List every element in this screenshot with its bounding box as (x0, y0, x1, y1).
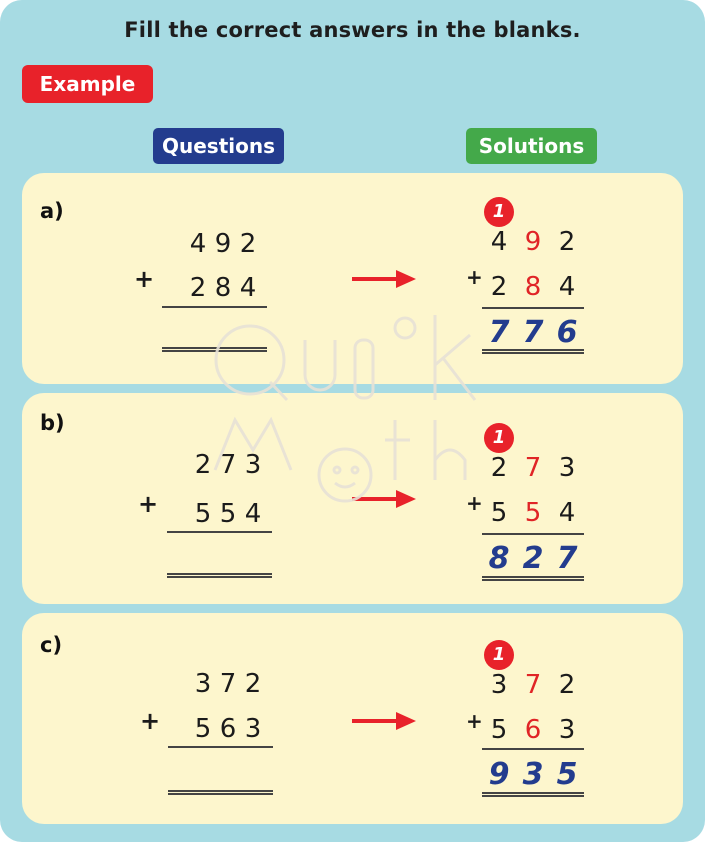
problem-panel-c (22, 613, 683, 824)
digit: 7 (219, 450, 237, 480)
digit: 7 (219, 669, 237, 699)
digit: 2 (490, 272, 508, 302)
digit: 5 (194, 714, 212, 744)
carry-badge: 1 (484, 640, 514, 670)
carry-badge: 1 (484, 423, 514, 453)
digit: 4 (558, 272, 576, 302)
digit: 2 (522, 541, 544, 576)
digit: 8 (488, 541, 510, 576)
sum-line (167, 531, 272, 533)
problem-panel-a (22, 173, 683, 384)
digit: 2 (194, 450, 212, 480)
plus-sign: + (466, 709, 483, 733)
digit: 3 (522, 757, 544, 792)
answer-blank[interactable] (167, 573, 272, 578)
digit: 5 (219, 499, 237, 529)
problem-label: b) (40, 411, 65, 435)
sum-line (482, 533, 584, 535)
digit: 3 (558, 715, 576, 745)
digit: 4 (189, 229, 207, 259)
digit: 7 (524, 670, 542, 700)
arrow-right-icon (352, 268, 418, 290)
digit: 7 (524, 453, 542, 483)
answer-underline (482, 576, 584, 581)
answer-underline (482, 792, 584, 797)
plus-sign: + (466, 265, 483, 289)
arrow-right-icon (352, 710, 418, 732)
digit: 6 (524, 715, 542, 745)
digit: 4 (558, 498, 576, 528)
digit: 6 (556, 315, 578, 350)
digit: 5 (524, 498, 542, 528)
answer-blank[interactable] (168, 790, 273, 795)
digit: 7 (522, 315, 544, 350)
sum-line (482, 307, 584, 309)
digit: 3 (194, 669, 212, 699)
digit: 2 (189, 273, 207, 303)
digit: 7 (488, 315, 510, 350)
digit: 2 (239, 229, 257, 259)
answer-blank[interactable] (162, 347, 267, 352)
digit: 2 (244, 669, 262, 699)
digit: 3 (244, 450, 262, 480)
digit: 8 (524, 272, 542, 302)
plus-sign: + (134, 265, 155, 293)
digit: 4 (244, 499, 262, 529)
digit: 9 (488, 757, 510, 792)
plus-sign: + (466, 491, 483, 515)
digit: 9 (524, 227, 542, 257)
sum-line (482, 748, 584, 750)
questions-header: Questions (153, 128, 284, 164)
plus-sign: + (140, 707, 161, 735)
digit: 4 (239, 273, 257, 303)
example-badge: Example (22, 65, 153, 103)
answer-underline (482, 349, 584, 354)
digit: 3 (244, 714, 262, 744)
digit: 5 (490, 715, 508, 745)
sum-line (162, 306, 267, 308)
digit: 6 (219, 714, 237, 744)
digit: 2 (558, 227, 576, 257)
sum-line (168, 746, 273, 748)
digit: 3 (558, 453, 576, 483)
problem-label: a) (40, 199, 64, 223)
solutions-header: Solutions (466, 128, 597, 164)
digit: 2 (558, 670, 576, 700)
digit: 4 (490, 227, 508, 257)
digit: 5 (556, 757, 578, 792)
carry-badge: 1 (484, 197, 514, 227)
digit: 7 (556, 541, 578, 576)
digit: 2 (490, 453, 508, 483)
digit: 8 (214, 273, 232, 303)
digit: 3 (490, 670, 508, 700)
digit: 5 (194, 499, 212, 529)
plus-sign: + (138, 490, 159, 518)
problem-panel-b (22, 393, 683, 604)
digit: 9 (214, 229, 232, 259)
instruction-text: Fill the correct answers in the blanks. (124, 18, 581, 42)
problem-label: c) (40, 633, 63, 657)
digit: 5 (490, 498, 508, 528)
arrow-right-icon (352, 488, 418, 510)
